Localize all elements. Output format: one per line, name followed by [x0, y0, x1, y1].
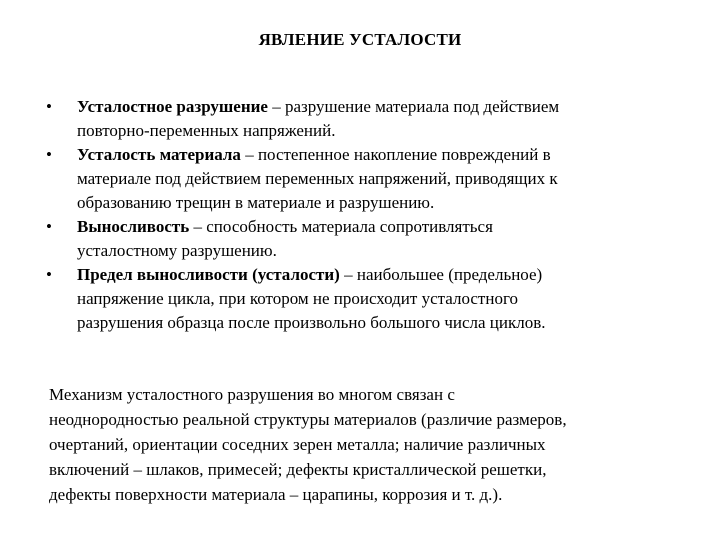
definition-text: – способность материала сопротивляться — [189, 217, 493, 236]
bullet-icon: • — [46, 97, 52, 116]
definitions-list — [46, 95, 686, 335]
paragraph-line: очертаний, ориентации соседних зерен металла; наличие различных — [49, 435, 546, 454]
definition-text: – постепенное накопление повреждений в — [240, 145, 551, 164]
definition-text: материале под действием переменных напряжений, приводящих к — [77, 169, 558, 188]
paragraph-line: включений – шлаков, примесей; дефекты кристаллической решетки, — [49, 460, 547, 479]
bullet-icon: • — [46, 145, 52, 164]
bullet-icon: • — [46, 265, 52, 284]
definition-text: образованию трещин в материале и разрушению. — [77, 193, 435, 212]
definition-item — [46, 143, 686, 215]
definition-term: Усталостное разрушение — [77, 97, 268, 116]
definition-text: – наибольшее (предельное) — [339, 265, 543, 284]
definition-text: усталостному разрушению. — [77, 241, 277, 260]
bullet-icon: • — [46, 217, 52, 236]
definition-text: – разрушение материала под действием — [267, 97, 560, 116]
definition-text: напряжение цикла, при котором не происходит усталостного — [77, 289, 518, 308]
mechanism-paragraph — [49, 382, 699, 507]
paragraph-line: неоднородностью реальной структуры материалов (различие размеров, — [49, 410, 567, 429]
definition-item — [46, 263, 686, 335]
paragraph-line: Механизм усталостного разрушения во многом связан с — [49, 385, 455, 404]
definition-term: Предел выносливости (усталости) — [77, 265, 340, 284]
definition-item — [46, 215, 686, 263]
paragraph-line: дефекты поверхности материала – царапины, коррозия и т. д.). — [49, 485, 503, 504]
definition-text: повторно-переменных напряжений. — [77, 121, 336, 140]
definition-term: Усталость материала — [77, 145, 241, 164]
definition-term: Выносливость — [77, 217, 190, 236]
slide-title: ЯВЛЕНИЕ УСТАЛОСТИ — [258, 30, 462, 49]
definition-text: разрушения образца после произвольно большого числа циклов. — [77, 313, 546, 332]
definition-item — [46, 95, 686, 143]
